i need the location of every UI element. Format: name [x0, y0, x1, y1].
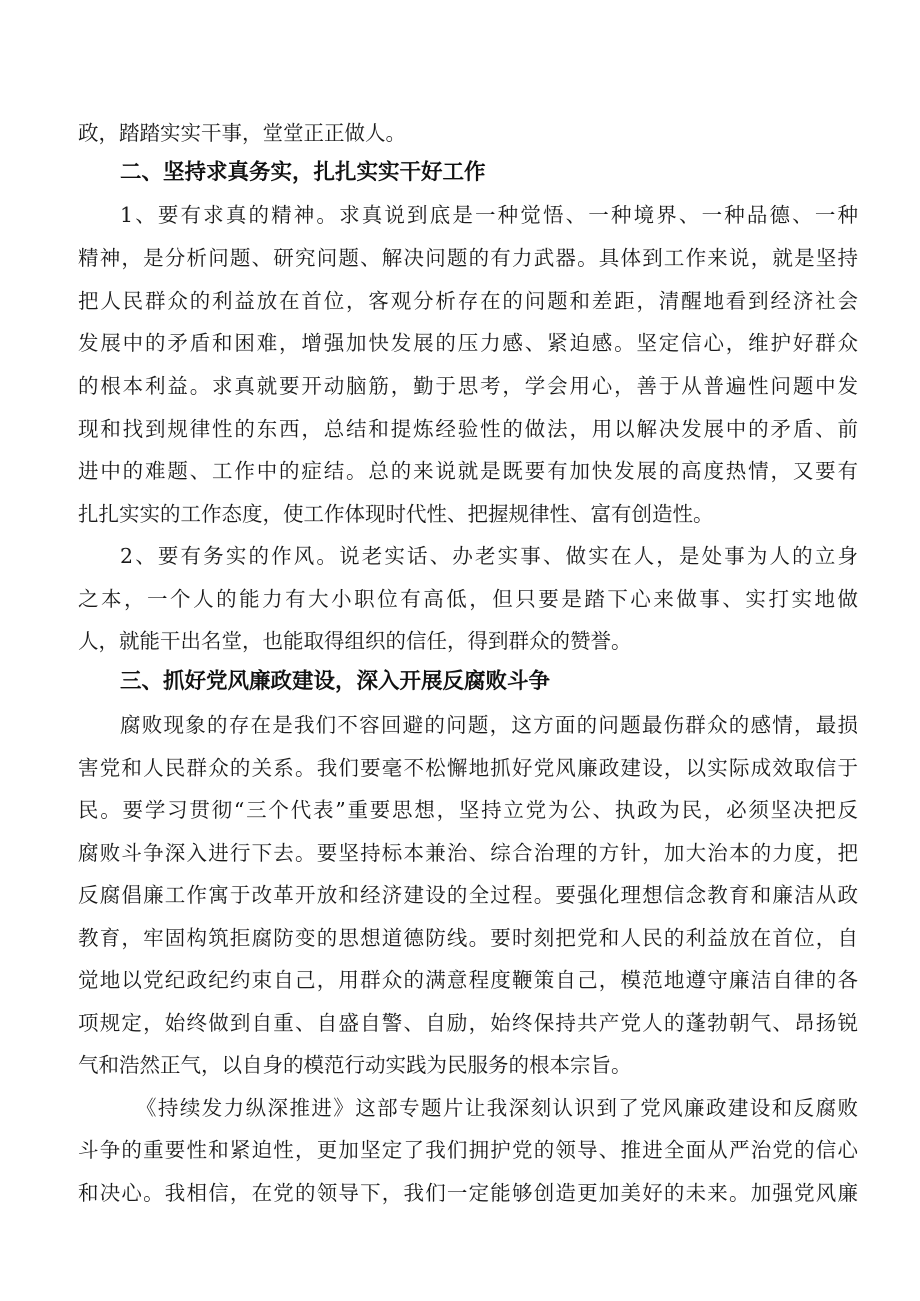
paragraph-line: 《持续发力纵深推进》这部专题片让我深刻认识到了党风廉政建设和反腐败 — [136, 1096, 858, 1120]
paragraph-line: 腐败现象的存在是我们不容回避的问题，这方面的问题最伤群众的感情，最损 — [120, 713, 858, 737]
paragraph-line: 2、要有务实的作风。说老实话、办老实事、做实在人，是处事为人的立身 — [120, 544, 858, 568]
paragraph-line: 民。要学习贯彻“三个代表”重要思想，坚持立党为公、执政为民，必须坚决把反 — [78, 798, 858, 822]
paragraph-line: 把人民群众的利益放在首位，客观分析存在的问题和差距，清醒地看到经济社会 — [78, 289, 858, 313]
paragraph-line: 气和浩然正气，以自身的模范行动实践为民服务的根本宗旨。 — [78, 1053, 632, 1077]
section-heading-2: 二、坚持求真务实，扎扎实实干好工作 — [120, 160, 486, 185]
paragraph-line: 发展中的矛盾和困难，增强加快发展的压力感、紧迫感。坚定信心，维护好群众 — [78, 331, 858, 355]
paragraph-line: 斗争的重要性和紧迫性，更加坚定了我们拥护党的领导、推进全面从严治党的信心 — [78, 1138, 858, 1162]
paragraph-line: 腐败斗争深入进行下去。要坚持标本兼治、综合治理的方针，加大治本的力度，把 — [78, 841, 858, 865]
paragraph-line: 进中的难题、工作中的症结。总的来说就是既要有加快发展的高度热情，又要有 — [78, 459, 858, 483]
paragraph-line: 害党和人民群众的关系。我们要毫不松懈地抓好党风廉政建设，以实际成效取信于 — [78, 756, 858, 780]
paragraph-line: 觉地以党纪政纪约束自己，用群众的满意程度鞭策自己，模范地遵守廉洁自律的各 — [78, 968, 858, 992]
paragraph-line: 精神，是分析问题、研究问题、解决问题的有力武器。具体到工作来说，就是坚持 — [78, 246, 858, 270]
paragraph-line: 反腐倡廉工作寓于改革开放和经济建设的全过程。要强化理想信念教育和廉洁从政 — [78, 883, 858, 907]
paragraph-line: 政，踏踏实实干事，堂堂正正做人。 — [78, 121, 406, 145]
paragraph-line: 人，就能干出名堂，也能取得组织的信任，得到群众的赞誉。 — [78, 629, 632, 653]
paragraph-line: 扎扎实实的工作态度，使工作体现时代性、把握规律性、富有创造性。 — [78, 502, 714, 526]
paragraph-line: 教育，牢固构筑拒腐防变的思想道德防线。要时刻把党和人民的利益放在首位，自 — [78, 926, 858, 950]
paragraph-line: 和决心。我相信，在党的领导下，我们一定能够创造更加美好的未来。加强党风廉 — [78, 1181, 858, 1205]
paragraph-line: 现和找到规律性的东西，总结和提炼经验性的做法，用以解决发展中的矛盾、前 — [78, 417, 858, 441]
paragraph-line: 项规定，始终做到自重、自盛自警、自励，始终保持共产党人的蓬勃朝气、昂扬锐 — [78, 1011, 858, 1035]
paragraph-line: 1、要有求真的精神。求真说到底是一种觉悟、一种境界、一种品德、一种 — [120, 203, 858, 227]
section-heading-3: 三、抓好党风廉政建设，深入开展反腐败斗争 — [120, 669, 551, 694]
paragraph-line: 的根本利益。求真就要开动脑筋，勤于思考，学会用心，善于从普遍性问题中发 — [78, 374, 858, 398]
paragraph-line: 之本，一个人的能力有大小职位有高低，但只要是踏下心来做事、实打实地做 — [78, 587, 858, 611]
